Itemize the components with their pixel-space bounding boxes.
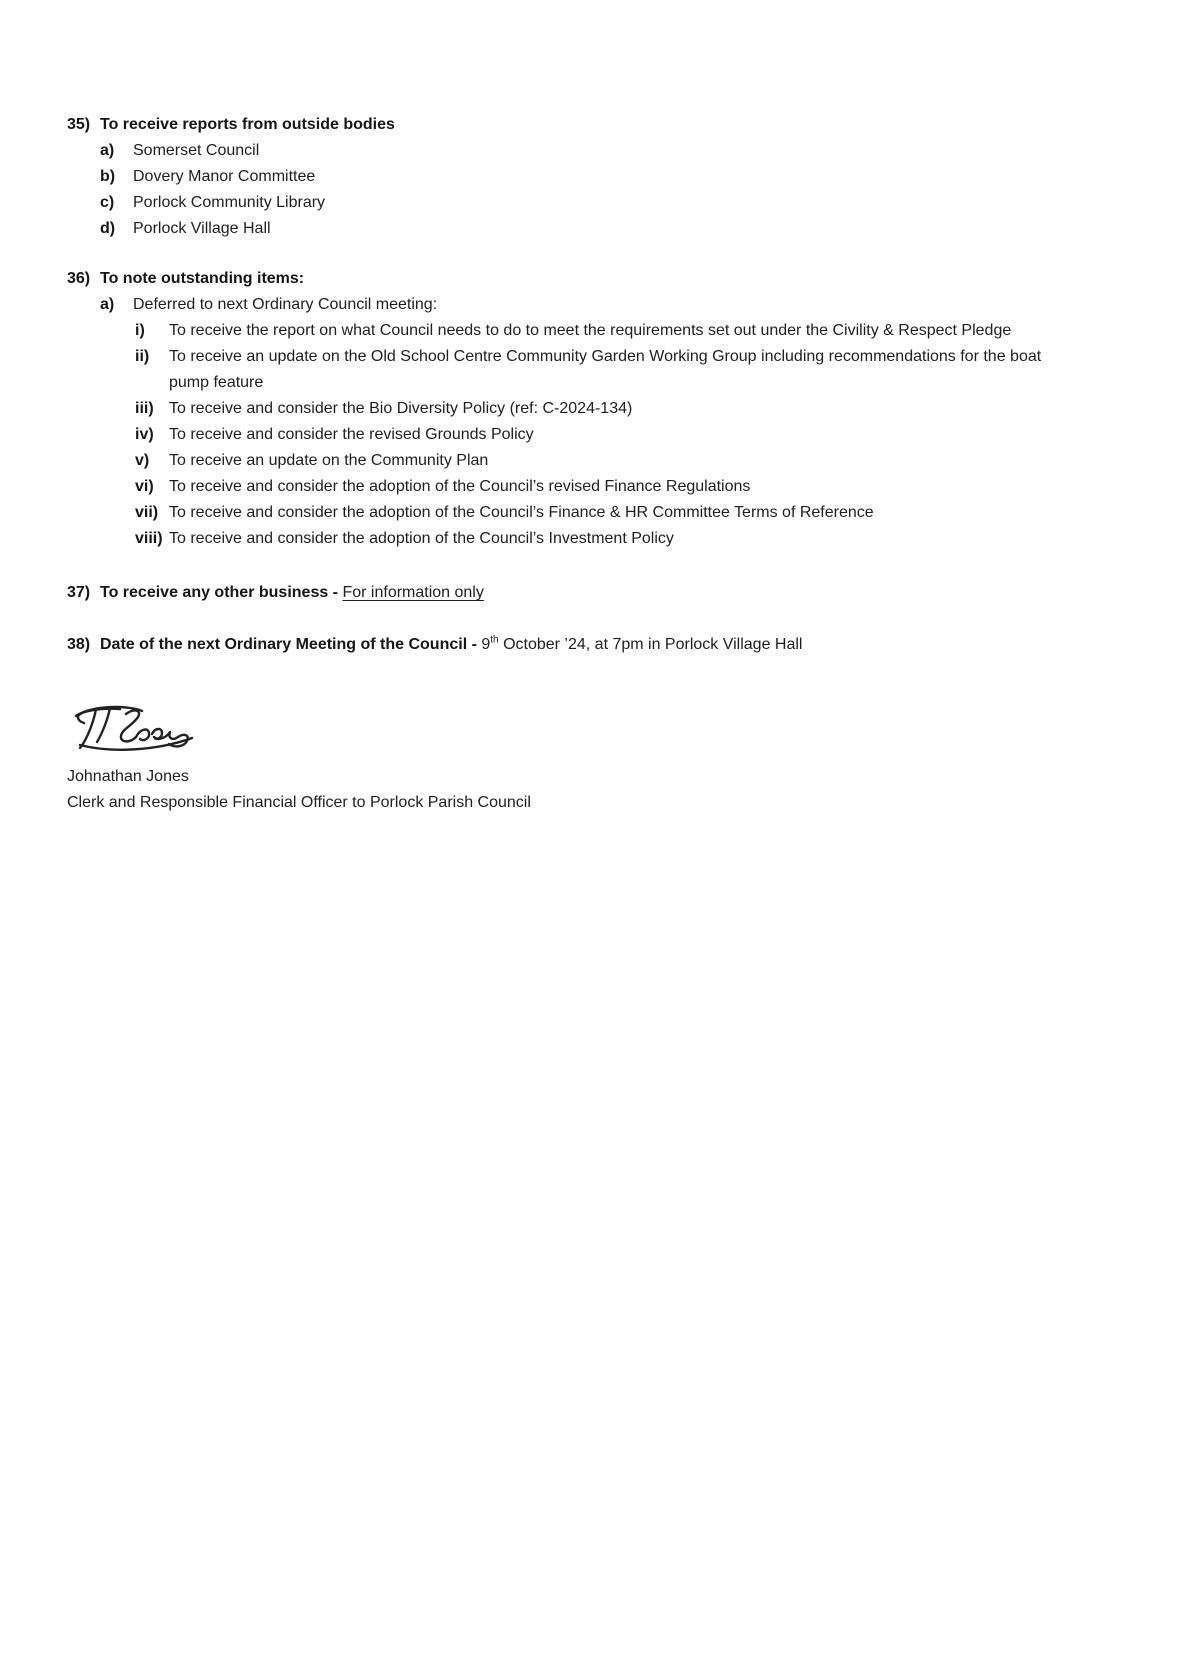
list-item-label: vii) [135,504,159,521]
item-title [100,580,484,606]
agenda-item-38 [67,632,1121,658]
agenda-item-37-heading [67,580,1121,606]
signatory-name: Johnathan Jones [67,768,189,785]
list-item-label: v) [135,452,150,469]
list-item-label: a) [100,296,115,313]
list-item [135,526,1121,552]
list-item-text: To receive the report on what Council needs to do to meet the requirements set out under the Civility & Respect Pledge [169,322,1012,339]
list-item [135,500,1121,526]
list-item [135,448,1121,474]
item-title-text: Date of the next Ordinary Meeting of the Council - [100,636,477,653]
agenda-item-36 [67,266,1121,552]
list-item-label: vi) [135,478,154,495]
list-item-text: To receive and consider the revised Grounds Policy [169,426,534,443]
item-number: 38) [67,636,91,653]
agenda-item-37 [67,580,1121,606]
meeting-date-text: 9th October ’24, at 7pm in Porlock Village Hall [481,634,803,653]
list-item [100,190,1121,216]
for-information-only-note: For information only [342,584,484,601]
list-item-label: ii) [135,348,150,365]
list-item-text: To receive an update on the Community Plan [169,452,489,469]
item-number: 37) [67,584,91,601]
list-item [135,344,1121,396]
list-item-text: Somerset Council [133,142,260,159]
agenda-item-38-heading [67,632,1121,658]
list-item [100,292,1121,318]
list-item-text: Dovery Manor Committee [133,168,316,185]
list-item [135,396,1121,422]
list-item-label: iii) [135,400,154,417]
item-number: 35) [67,116,91,133]
list-item [135,422,1121,448]
list-item-label: c) [100,194,115,211]
signature-block [67,696,1121,816]
signature-image [70,696,198,752]
list-item [100,138,1121,164]
agenda-item-36-heading [67,266,1121,292]
list-item [100,164,1121,190]
agenda-item-35-heading [67,112,1121,138]
signatory-title: Clerk and Responsible Financial Officer to Porlock Parish Council [67,794,531,811]
list-item-label: d) [100,220,116,237]
list-item-text: Deferred to next Ordinary Council meeting: [133,296,438,313]
list-item-label: viii) [135,530,163,547]
list-item-text: Porlock Village Hall [133,220,271,237]
list-item-label: a) [100,142,115,159]
list-item-text: To receive and consider the adoption of the Council’s Finance & HR Committee Terms of Reference [169,504,874,521]
list-item-text: To receive and consider the Bio Diversity Policy (ref: C-2024-134) [169,400,633,417]
ordinal-superscript: th [490,634,499,646]
list-item-text: To receive and consider the adoption of the Council’s revised Finance Regulations [169,478,751,495]
list-item-text: To receive an update on the Old School Centre Community Garden Working Group including recommendations for the boat pump feature [169,348,1042,391]
list-item-text: To receive and consider the adoption of the Council’s Investment Policy [169,530,674,547]
item-title: To note outstanding items: [100,270,305,287]
item-number: 36) [67,270,91,287]
item-title: To receive reports from outside bodies [100,116,395,133]
list-item-text: Porlock Community Library [133,194,326,211]
list-item-label: i) [135,322,145,339]
list-item [135,318,1121,344]
list-item [135,474,1121,500]
item-title [100,632,802,658]
item-title-text: To receive any other business - [100,584,339,601]
list-item-label: b) [100,168,116,185]
agenda-item-35 [67,112,1121,242]
list-item-label: iv) [135,426,154,443]
list-item [100,216,1121,242]
